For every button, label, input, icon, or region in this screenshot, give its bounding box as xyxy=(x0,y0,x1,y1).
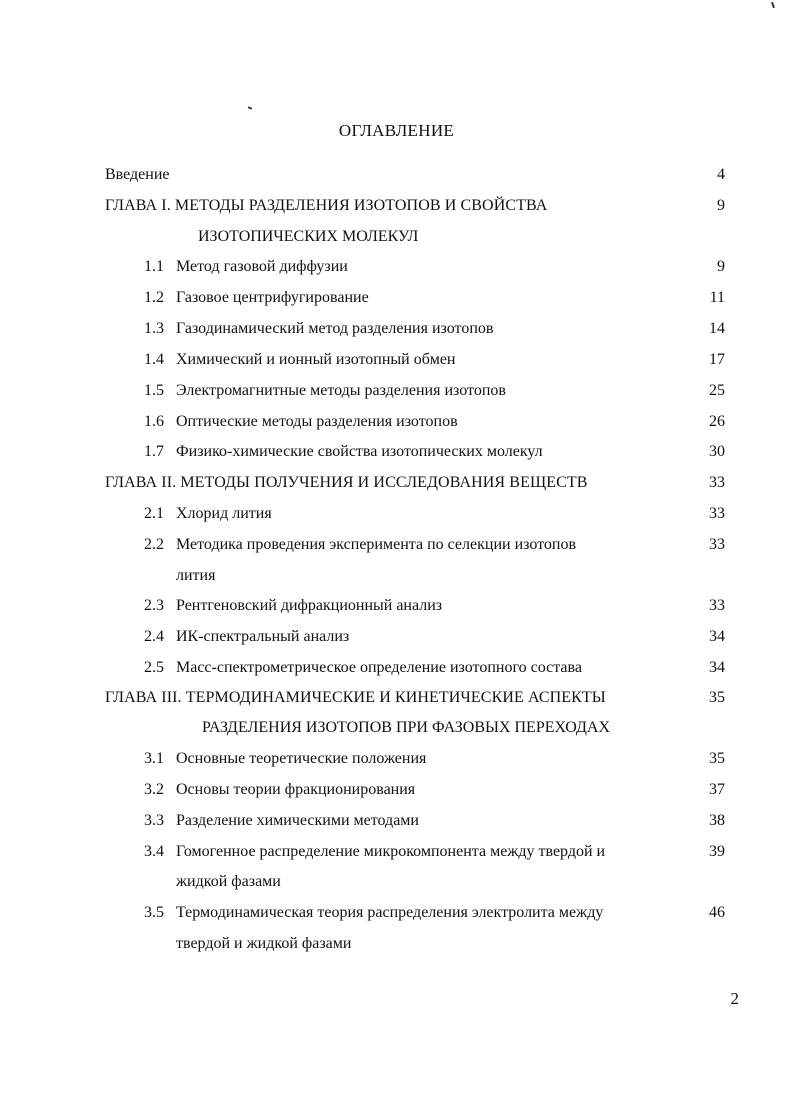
toc-entry-number: 2.5 xyxy=(144,659,164,676)
toc-entry-number: 1.4 xyxy=(144,351,164,368)
toc-entry-number: 1.3 xyxy=(144,320,164,337)
toc-entry-title-cont: твердой и жидкой фазами xyxy=(176,935,352,952)
toc-chapter-title: ГЛАВА III. ТЕРМОДИНАМИЧЕСКИЕ И КИНЕТИЧЕСКИЕ АСПЕКТЫ xyxy=(105,689,606,706)
toc-entry-title: Основные теоретические положения xyxy=(176,750,427,767)
toc-entry-number: 1.5 xyxy=(144,382,164,399)
toc-entry-cont xyxy=(0,932,793,956)
toc-entry-page: 33 xyxy=(709,597,725,614)
toc-entry-title: Методика проведения эксперимента по селекции изотопов xyxy=(176,536,577,553)
toc-chapter-3-cont xyxy=(0,716,793,740)
toc-entry-page: 25 xyxy=(709,382,725,399)
toc-entry xyxy=(0,255,793,279)
toc-entry-number: 2.3 xyxy=(144,597,164,614)
toc-entry-page: 33 xyxy=(709,536,725,553)
toc-entry-title-cont: жидкой фазами xyxy=(176,873,281,890)
toc-entry-page: 38 xyxy=(709,812,725,829)
toc-chapter-title: ГЛАВА I. МЕТОДЫ РАЗДЕЛЕНИЯ ИЗОТОПОВ И СВОЙСТВА xyxy=(105,197,548,214)
toc-entry-title: ИК-спектральный анализ xyxy=(176,628,350,645)
toc-entry-number: 1.7 xyxy=(144,443,164,460)
scan-speck xyxy=(771,2,775,8)
toc-entry xyxy=(0,778,793,802)
toc-entry-number: 3.3 xyxy=(144,812,164,829)
toc-entry-cont xyxy=(0,870,793,894)
toc-chapter-page: 9 xyxy=(717,197,725,214)
toc-chapter-title-cont: ИЗОТОПИЧЕСКИХ МОЛЕКУЛ xyxy=(198,228,419,245)
toc-entry-page: 34 xyxy=(709,659,725,676)
toc-entry-page: 35 xyxy=(709,750,725,767)
toc-entry xyxy=(0,809,793,833)
toc-entry-cont xyxy=(0,564,793,588)
toc-entry-number: 1.6 xyxy=(144,413,164,430)
toc-entry-page: 4 xyxy=(717,166,725,183)
toc-entry-title: Основы теории фракционирования xyxy=(176,781,416,798)
toc-entry xyxy=(0,286,793,310)
toc-entry-title: Газодинамический метод разделения изотопов xyxy=(176,320,494,337)
toc-entry-page: 39 xyxy=(709,843,725,860)
toc-entry-intro xyxy=(0,163,793,187)
toc-entry-number: 2.2 xyxy=(144,536,164,553)
toc-entry-title-cont: лития xyxy=(176,567,216,584)
toc-chapter-1 xyxy=(0,194,793,218)
toc-entry-title: Разделение химическими методами xyxy=(176,812,419,829)
toc-chapter-page: 35 xyxy=(709,689,725,706)
toc-entry-title: Физико-химические свойства изотопических молекул xyxy=(176,443,543,460)
toc-chapter-1-cont xyxy=(0,225,793,249)
toc-entry-page: 46 xyxy=(709,904,725,921)
toc-entry-number: 3.1 xyxy=(144,750,164,767)
toc-entry-number: 2.4 xyxy=(144,628,164,645)
toc-entry-page: 30 xyxy=(709,443,725,460)
toc-chapter-2 xyxy=(0,471,793,495)
toc-entry xyxy=(0,379,793,403)
toc-entry-title: Масс-спектрометрическое определение изотопного состава xyxy=(176,659,582,676)
toc-entry-page: 14 xyxy=(709,320,725,337)
toc-entry-title: Газовое центрифугирование xyxy=(176,289,369,306)
toc-entry xyxy=(0,502,793,526)
toc-entry xyxy=(0,533,793,557)
toc-entry xyxy=(0,656,793,680)
toc-entry-title: Термодинамическая теория распределения электролита между xyxy=(176,904,604,921)
toc-entry xyxy=(0,410,793,434)
toc-entry-title: Гомогенное распределение микрокомпонента между твердой и xyxy=(176,843,606,860)
toc-entry-page: 11 xyxy=(709,289,725,306)
page-number: 2 xyxy=(730,989,739,1008)
toc-entry-number: 3.2 xyxy=(144,781,164,798)
toc-entry-title: Электромагнитные методы разделения изотопов xyxy=(176,382,506,399)
toc-entry xyxy=(0,440,793,464)
toc-entry xyxy=(0,317,793,341)
toc-entry-title: Хлорид лития xyxy=(176,505,272,522)
toc-entry xyxy=(0,348,793,372)
toc-entry-page: 33 xyxy=(709,505,725,522)
scan-speck xyxy=(248,106,252,110)
page-title: ОГЛАВЛЕНИЕ xyxy=(338,121,455,140)
toc-entry-page: 34 xyxy=(709,628,725,645)
toc-entry-title: Метод газовой диффузии xyxy=(176,258,348,275)
toc-entry xyxy=(0,747,793,771)
toc-entry-title: Химический и ионный изотопный обмен xyxy=(176,351,456,368)
toc-entry-page: 26 xyxy=(709,413,725,430)
toc-entry-title: Оптические методы разделения изотопов xyxy=(176,413,458,430)
toc-entry-number: 2.1 xyxy=(144,505,164,522)
toc-entry xyxy=(0,901,793,925)
toc-entry-title: Введение xyxy=(105,166,170,183)
toc-entry-number: 3.4 xyxy=(144,843,164,860)
toc-chapter-title-cont: РАЗДЕЛЕНИЯ ИЗОТОПОВ ПРИ ФАЗОВЫХ ПЕРЕХОДАХ xyxy=(202,719,611,736)
toc-chapter-title: ГЛАВА II. МЕТОДЫ ПОЛУЧЕНИЯ И ИССЛЕДОВАНИЯ ВЕЩЕСТВ xyxy=(105,474,588,491)
toc-entry-number: 1.1 xyxy=(144,258,164,275)
toc-entry-page: 37 xyxy=(709,781,725,798)
toc-entry-page: 9 xyxy=(717,258,725,275)
toc-entry xyxy=(0,625,793,649)
toc-entry-number: 1.2 xyxy=(144,289,164,306)
toc-entry-number: 3.5 xyxy=(144,904,164,921)
toc-chapter-3 xyxy=(0,686,793,710)
toc-entry-title: Рентгеновский дифракционный анализ xyxy=(176,597,443,614)
toc-entry xyxy=(0,840,793,864)
toc-entry-page: 17 xyxy=(709,351,725,368)
toc-chapter-page: 33 xyxy=(709,474,725,491)
toc-entry xyxy=(0,594,793,618)
